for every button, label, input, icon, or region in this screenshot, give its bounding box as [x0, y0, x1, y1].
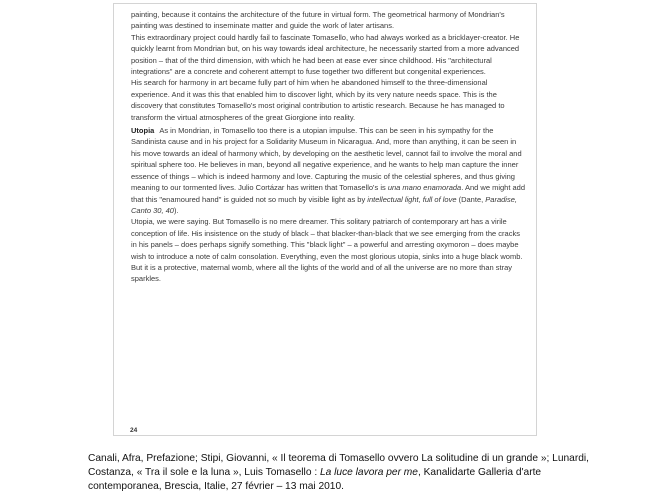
- utopia-text-4: ).: [173, 205, 179, 215]
- paragraph-black-light: Utopia, we were saying. But Tomasello is no mere dreamer. This solitary patriarch of contemporary art has a virile conception of life. His insistence on the study of black – that blacker-than-black that we see emerging from the cracks in his panels – does perhaps signify something. This "black light" – a powerful and arresting oxymoron – does maybe wish to introduce a note of calm consolation. Everything, even the most glorious utopia, sinks into a huge black womb. But it is a protective, maternal womb, where all the lights of the world and of all the universe are no more than stray sparkles.: [131, 217, 523, 284]
- utopia-italic-3: Paradise, Canto 30, 40: [131, 194, 517, 215]
- paragraph-light-discovery: His search for harmony in art became fully part of him when he abandoned himself to the three-dimensional experience. And it was this that enabled him to discover light, which by its very nature needs space. This is the discovery that constitutes Tomasello's most original contribution to artistic research. Because he has managed to transform the virtual atmospheres of the great Giorgione into reality.: [131, 78, 505, 122]
- document-body: [131, 9, 527, 285]
- citation-caption: [88, 452, 608, 495]
- utopia-italic-1: una mano enamorada: [387, 183, 462, 193]
- paragraph-mondrian-intro: painting, because it contains the architecture of the future in virtual form. The geometrical harmony of Mondrian's painting was destined to inseminate matter and guide the work of later artisans.: [131, 10, 505, 31]
- utopia-italic-2: intellectual light, full of love: [367, 194, 457, 204]
- document-page-scan: [113, 3, 537, 436]
- caption-text-2: , Kanalidarte Galleria d'arte contemporanea, Brescia, Italie, 27 février – 13 mai 2010.: [88, 467, 542, 493]
- caption-text-1: Canali, Afra, Prefazione; Stipi, Giovanni, « Il teorema di Tomasello ovvero La solitudine di un grande »; Lunardi, Costanza, « Tra il sole e la luna », Luis Tomasello :: [88, 453, 589, 479]
- utopia-text-3: (Dante,: [456, 194, 486, 204]
- page-number: 24: [130, 427, 138, 434]
- paragraph-bricklayer: This extraordinary project could hardly fail to fascinate Tomasello, who had always worked as a bricklayer-creator. He quickly learnt from Mondrian but, on his way towards ideal architecture, he necessarily started from a more advanced position – that of the third dimension, with which he had been at ease ever since childhood. His "architectural integrations" are a concrete and coherent attempt to fuse together two different but congenital experiences.: [131, 32, 520, 77]
- paragraph-utopia: [131, 125, 527, 216]
- caption-italic-title: La luce lavora per me: [319, 467, 418, 479]
- utopia-text-1: As in Mondrian, in Tomasello too there is a utopian impulse. This can be seen in his sympathy for the Sandinista cause and in his project for a Solidarity Museum in Nicaragua. And, more than anything, it can be seen in his move towards an ideal of harmony which, by developing on the aesthetic level, cannot fail to involve the moral and spiritual sphere too. He believes in man, beyond all negative experience, and he wants to help man capture the inner essence of things – which is indeed harmony and love. Capturing the music of the celestial spheres, and thus giving meaning to our tormented lives. Julio Cortázar has written that Tomasello's is: [131, 126, 522, 193]
- utopia-text-2: . And we might add that this "enamoured hand" is guided not so much by visible light as by: [131, 183, 526, 204]
- section-heading-utopia: Utopia: [131, 126, 155, 136]
